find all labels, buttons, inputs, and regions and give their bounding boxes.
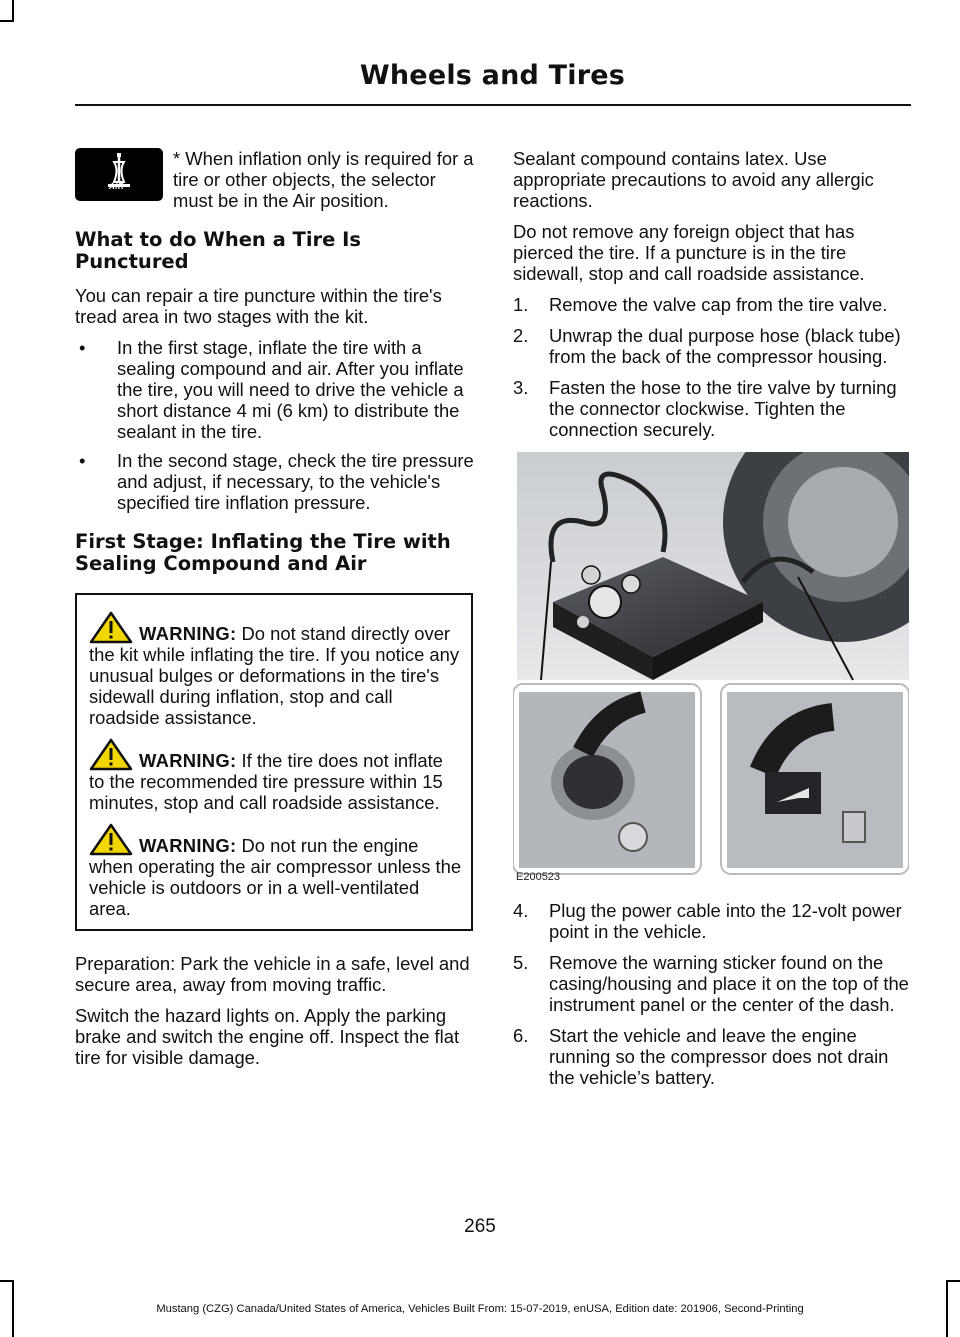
warning-icon	[89, 823, 135, 856]
crop-mark	[946, 1280, 960, 1282]
right-column	[513, 148, 909, 1100]
warning: WARNING: If the tire does not inflate to the recommended tire pressure within 15 minutes, stop and call roadside assistance.	[89, 738, 462, 813]
paragraph: You can repair a tire puncture within the tire's tread area in two stages with the kit.	[75, 285, 442, 327]
paragraph: Switch the hazard lights on. Apply the parking brake and switch the engine off. Inspect the flat tire for visible damage.	[75, 1005, 460, 1068]
list-item: • In the first stage, inflate the tire with a sealing compound and air. After you inflate the tire, you will need to drive the vehicle a short distance 4 mi (6 km) to distribute the sealant in the tire.	[79, 337, 464, 442]
step-item: 2. Unwrap the dual purpose hose (black tube) from the back of the compressor housing.	[513, 325, 901, 367]
step-item: 3. Fasten the hose to the tire valve by turning the connector clockwise. Tighten the connection securely.	[513, 377, 897, 440]
step-item: 1. Remove the valve cap from the tire valve.	[513, 294, 888, 315]
section-heading: First Stage: Inflating the Tire with Sealing Compound and Air	[75, 530, 451, 575]
compressor-illustration	[513, 452, 909, 892]
header-rule	[75, 104, 911, 106]
steps-list	[513, 900, 909, 1088]
left-column	[75, 148, 475, 1078]
step-item: 5. Remove the warning sticker found on the casing/housing and place it on the top of the instrument panel or the center of the dash.	[513, 952, 909, 1015]
page-title: Wheels and Tires	[359, 60, 625, 91]
air-selector-icon	[75, 148, 163, 201]
warning-box	[75, 593, 473, 931]
figure-id: E200523	[516, 871, 561, 883]
section-heading: What to do When a Tire Is Punctured	[75, 228, 362, 273]
list-item: • In the second stage, check the tire pressure and adjust, if necessary, to the vehicle's specified tire inflation pressure.	[79, 450, 474, 513]
step-item: 6. Start the vehicle and leave the engine running so the compressor does not drain the vehicle’s battery.	[513, 1025, 889, 1088]
step-item: 4. Plug the power cable into the 12-volt power point in the vehicle.	[513, 900, 902, 942]
steps-list	[513, 294, 909, 440]
bullet-list	[75, 337, 475, 513]
intro-text: * When inflation only is required for a tire or other objects, the selector must be in the Air position.	[173, 148, 474, 211]
page-number: 265	[464, 1216, 496, 1237]
air-label: AIR	[109, 182, 125, 191]
paragraph: Do not remove any foreign object that has pierced the tire. If a puncture is in the tire sidewall, stop and call roadside assistance.	[513, 221, 865, 284]
crop-mark	[12, 0, 14, 22]
warning-icon	[89, 611, 135, 644]
crop-mark	[0, 1280, 14, 1282]
warning: WARNING: Do not stand directly over the kit while inflating the tire. If you notice any unusual bulges or deformations in the tire's sidewall during inflation, stop and call roadside assistance.	[89, 611, 462, 728]
paragraph: Sealant compound contains latex. Use appropriate precautions to avoid any allergic reactions.	[513, 148, 874, 211]
warning-icon	[89, 738, 135, 771]
crop-mark	[0, 20, 14, 22]
footer-text: Mustang (CZG) Canada/United States of America, Vehicles Built From: 15-07-2019, enUSA, Edition date: 201906, Second-Printing	[156, 1303, 804, 1315]
paragraph: Preparation: Park the vehicle in a safe, level and secure area, away from moving traffic.	[75, 953, 470, 995]
warning: WARNING: Do not run the engine when operating the air compressor unless the vehicle is outdoors or in a well-ventilated area.	[89, 823, 462, 919]
